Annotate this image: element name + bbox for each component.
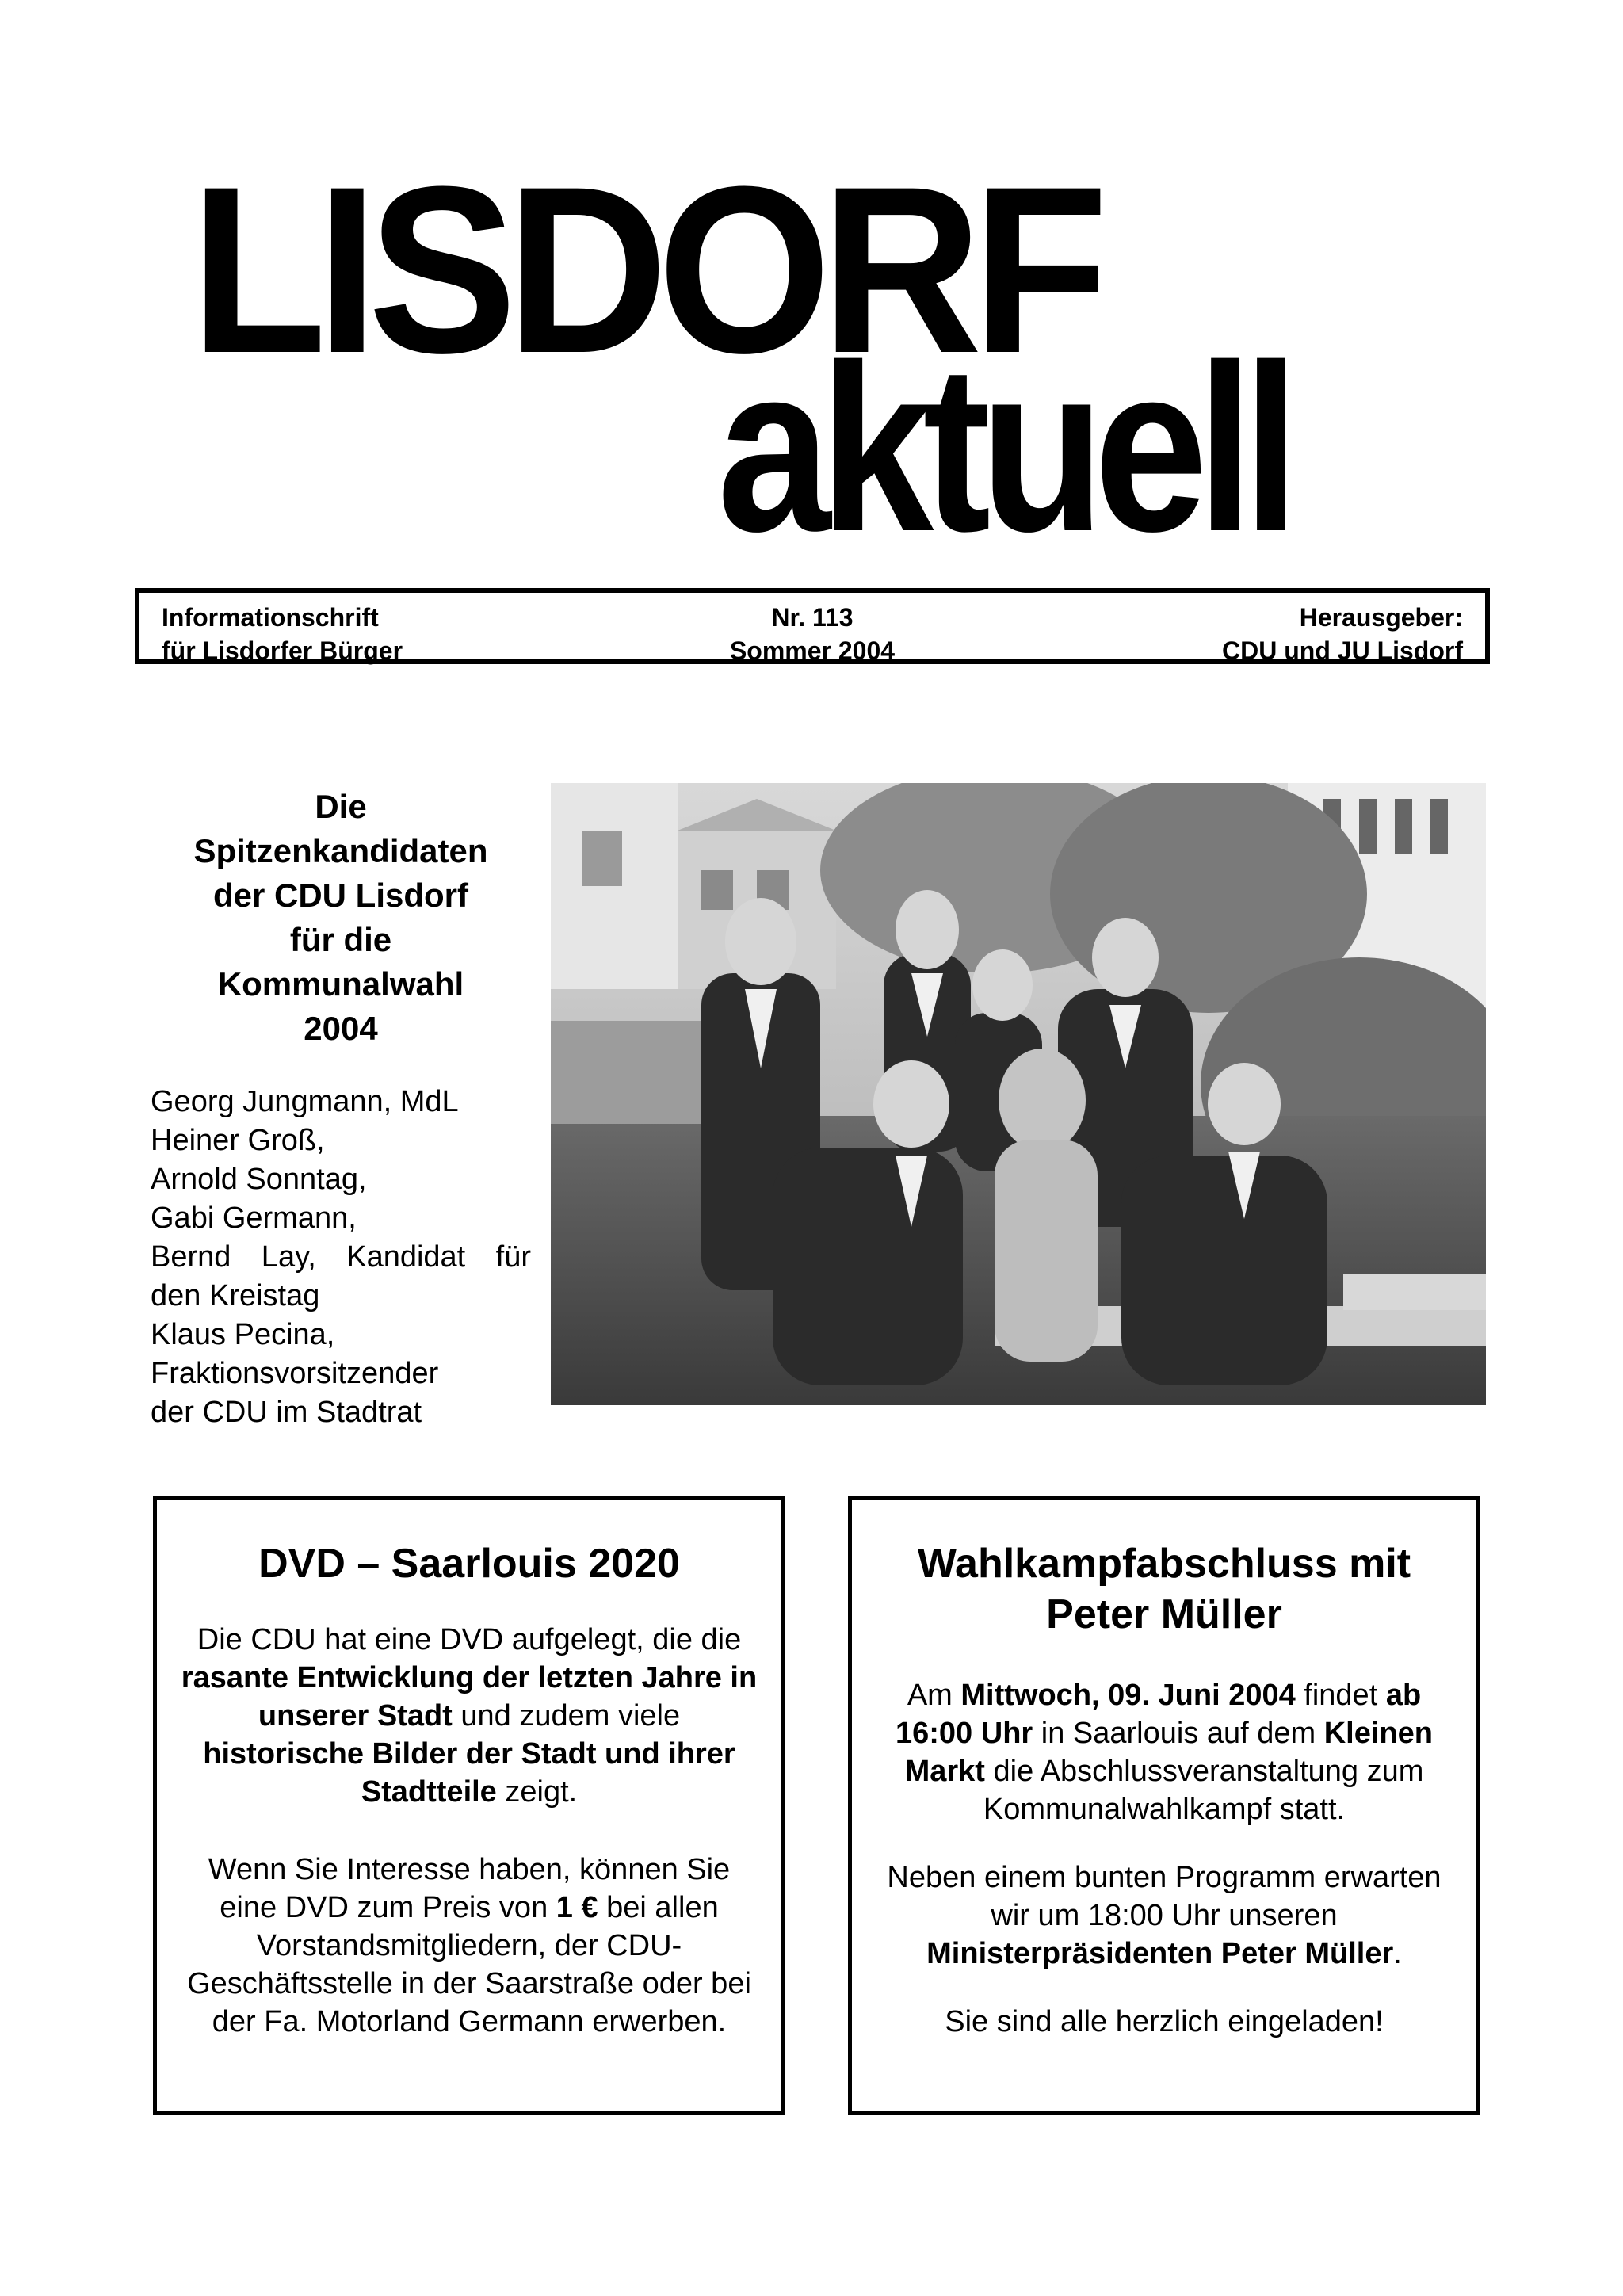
rally-paragraph-2 <box>876 1859 1453 1973</box>
issue-info-bar <box>135 588 1490 664</box>
rally-paragraph-1 <box>876 1676 1453 1828</box>
masthead-title-line2: aktuell <box>717 315 1289 581</box>
dvd-box-title: DVD – Saarlouis 2020 <box>258 1541 680 1587</box>
dvd-info-box <box>153 1496 785 2115</box>
heading-line: für die <box>289 921 392 958</box>
rally-p1-g: die Abschlussveranstaltung zum Kommunalwahlkampf statt. <box>983 1755 1424 1826</box>
info-right <box>1222 601 1463 667</box>
rally-p1-e: in Saarlouis auf dem <box>1033 1717 1324 1750</box>
candidate-line: Arnold Sonntag, <box>151 1163 367 1196</box>
publisher-label: Herausgeber: <box>1299 603 1463 632</box>
dvd-price: 1 € <box>556 1891 598 1924</box>
rally-paragraph-3: Sie sind alle herzlich eingeladen! <box>945 2005 1384 2038</box>
dvd-paragraph-2 <box>181 1851 758 2041</box>
heading-line: Spitzenkandidaten <box>193 832 488 869</box>
publisher-name: CDU und JU Lisdorf <box>1222 636 1463 665</box>
rally-p2-c: . <box>1393 1937 1402 1970</box>
issue-number: Nr. 113 <box>771 603 854 632</box>
candidate-line: Heiner Groß, <box>151 1124 325 1157</box>
rally-p1-a: Am <box>907 1679 961 1712</box>
masthead-title-line1: LISDORF <box>190 136 1098 403</box>
rally-location: Kleinen Markt <box>904 1717 1433 1788</box>
heading-line: Die <box>315 788 367 825</box>
issue-season: Sommer 2004 <box>729 636 896 665</box>
candidate-list <box>151 1083 531 1432</box>
candidate-line: Gabi Germann, <box>151 1201 357 1235</box>
heading-line: 2004 <box>304 1010 378 1047</box>
rally-time: ab 16:00 Uhr <box>896 1679 1422 1750</box>
dvd-p2-c: bei allen Vorstandsmitgliedern, der CDU-Geschäftsstelle in der Saarstraße oder bei der Fa. Motorland Germann erwerben. <box>187 1891 751 2038</box>
dvd-p1-e: zeigt. <box>496 1775 578 1809</box>
rally-guest: Ministerpräsidenten Peter Müller <box>926 1937 1394 1970</box>
rally-info-box <box>848 1496 1480 2115</box>
candidate-line: Georg Jungmann, MdL <box>151 1085 459 1118</box>
dvd-paragraph-1 <box>181 1621 758 1811</box>
candidate-line: der CDU im Stadtrat <box>151 1396 422 1429</box>
info-left-line1: Informationschrift <box>162 603 379 632</box>
group-photo <box>551 783 1486 1405</box>
rally-p1-c: findet <box>1295 1679 1386 1712</box>
candidate-line: Klaus Pecina, <box>151 1318 335 1351</box>
heading-line: Kommunalwahl <box>217 965 464 1003</box>
candidates-section <box>151 785 531 1432</box>
dvd-p1-d: historische Bilder der Stadt und ihrer Stadtteile <box>203 1737 735 1809</box>
dvd-p1-c: und zudem viele <box>452 1699 681 1733</box>
candidate-line: Bernd Lay, Kandidat für <box>151 1240 531 1274</box>
dvd-p1-b: rasante Entwicklung der letzten Jahre in unserer Stadt <box>181 1661 758 1733</box>
candidates-heading <box>151 785 531 1051</box>
dvd-p2-a: Wenn Sie Interesse haben, können Sie eine DVD zum Preis von <box>208 1853 731 1924</box>
heading-line: der CDU Lisdorf <box>212 877 468 914</box>
masthead-logo <box>0 0 1623 581</box>
rally-date: Mittwoch, 09. Juni 2004 <box>960 1679 1296 1712</box>
info-left-line2: für Lisdorfer Bürger <box>162 636 403 665</box>
dvd-p1-a: Die CDU hat eine DVD aufgelegt, die die <box>197 1623 742 1656</box>
candidate-line: den Kreistag <box>151 1279 320 1312</box>
rally-box-title: Wahlkampfabschluss mit Peter Müller <box>917 1541 1411 1637</box>
rally-p2-a: Neben einem bunten Programm erwarten wir um 18:00 Uhr unseren <box>887 1861 1442 1932</box>
candidate-line: Fraktionsvorsitzender <box>151 1357 439 1390</box>
